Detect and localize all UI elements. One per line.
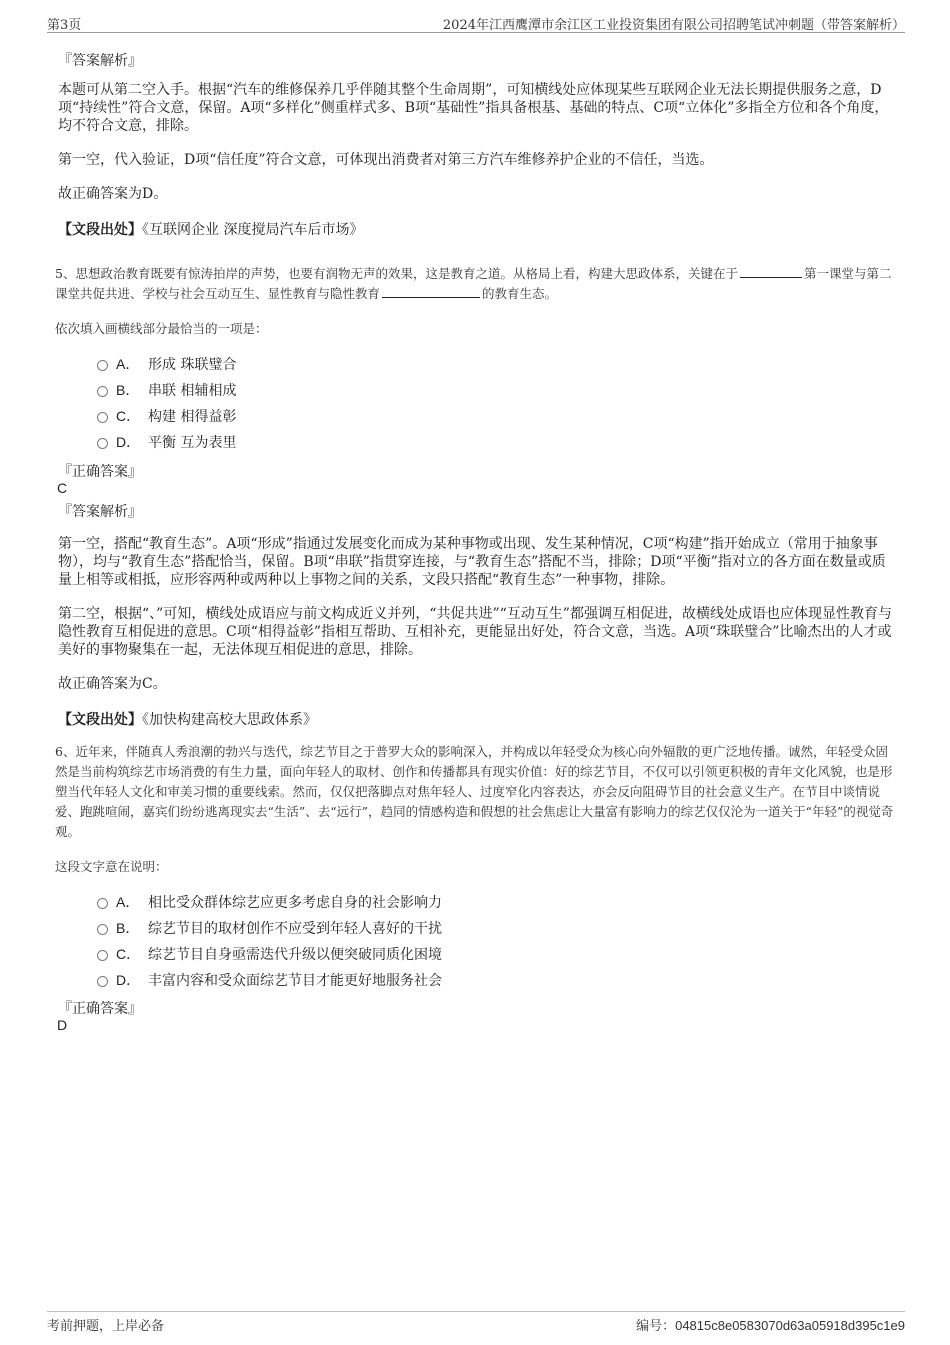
page-footer — [47, 1311, 905, 1334]
radio-button[interactable] — [97, 360, 108, 371]
radio-button[interactable] — [97, 976, 108, 987]
option-text: 构建 相得益彰 — [148, 409, 237, 425]
footer-slogan: 考前押题，上岸必备 — [47, 1319, 165, 1334]
option-letter: B． — [116, 382, 140, 398]
radio-button[interactable] — [97, 898, 108, 909]
option-text: 串联 相辅相成 — [148, 383, 237, 399]
q5-source — [58, 709, 317, 729]
q6-answer: D — [57, 1017, 68, 1033]
q5-option-c[interactable] — [97, 406, 236, 426]
radio-button[interactable] — [97, 438, 108, 449]
q5-text-part-3: 的教育生态。 — [482, 286, 558, 301]
q5-option-d[interactable] — [97, 432, 236, 452]
option-text: 综艺节目自身亟需迭代升级以便突破同质化困境 — [148, 947, 442, 963]
option-letter: A． — [116, 894, 140, 910]
document-title: 2024年江西鹰潭市余江区工业投资集团有限公司招聘笔试冲刺题（带答案解析） — [442, 18, 905, 33]
page-header — [47, 12, 905, 33]
q5-analysis-paragraph-1: 第一空，搭配“教育生态”。A项“形成”指通过发展变化而成为某种事物或出现、发生某种情况，C项“构建”指开始成立（常用于抽象事物），均与“教育生态”搭配恰当，保留。B项“串联”指贯穿连接，与“教育生态”搭配不当，排除；D项“平衡”指对立的各方面在数量或质量上相等或相抵，应形容两种或两种以上事物之间的关系，文段只搭配“教育生态”一种事物，排除。 — [58, 536, 886, 588]
q5-option-b[interactable] — [97, 380, 236, 400]
q4-analysis-paragraph-2: 第一空，代入验证，D项“信任度”符合文意，可体现出消费者对第三方汽车维修养护企业的不信任，当选。 — [58, 152, 714, 168]
option-letter: B． — [116, 920, 140, 936]
q4-analysis-label: 『答案解析』 — [58, 53, 142, 69]
option-text: 综艺节目的取材创作不应受到年轻人喜好的干扰 — [148, 921, 442, 937]
q6-answer-label: 『正确答案』 — [58, 1001, 142, 1017]
option-text: 丰富内容和受众面综艺节目才能更好地服务社会 — [148, 973, 442, 989]
code-label: 编号： — [636, 1319, 676, 1334]
document-code — [636, 1315, 905, 1334]
q5-blank-2 — [382, 284, 480, 298]
radio-button[interactable] — [97, 924, 108, 935]
q5-text-part-2: 第一课堂与第二课堂共促共进、学校与社会互动互生、显性教育与隐性教育 — [55, 266, 892, 301]
q5-text-part-1: 5、思想政治教育既要有惊涛拍岸的声势，也要有润物无声的效果，这是教育之道。从格局上看，构建大思政体系，关键在于 — [55, 266, 738, 281]
radio-button[interactable] — [97, 386, 108, 397]
option-letter: A． — [116, 356, 140, 372]
q5-analysis-label: 『答案解析』 — [58, 504, 142, 520]
code-value: 04815c8e0583070d63a05918d395c1e9 — [675, 1318, 905, 1333]
q4-source — [58, 219, 363, 239]
q5-analysis-conclusion: 故正确答案为C。 — [58, 676, 167, 692]
q5-prompt: 依次填入画横线部分最恰当的一项是： — [55, 321, 268, 336]
option-letter: C． — [116, 946, 141, 962]
q6-option-a[interactable] — [97, 892, 442, 912]
q6-prompt: 这段文字意在说明： — [55, 859, 168, 874]
q6-question-text: 6、近年来，伴随真人秀浪潮的勃兴与迭代，综艺节目之于普罗大众的影响深入，并构成以年轻受众为核心向外辐散的更广泛地传播。诚然，年轻受众固然是当前构筑综艺市场消费的有生力量，面向年轻人的取材、创作和传播都具有现实价值：好的综艺节目，不仅可以引领更积极的青年文化风貌，也是形塑当代年轻人文化和审美习惯的重要线索。然而，仅仅把落脚点对焦年轻人、过度窄化内容表达，亦会反向阻碍节目的社会意义生产。在节目中谈情说爱、跑跳喧闹，嘉宾们纷纷逃离现实去“生活”、去“远行”，趋同的情感构造和假想的社会焦虑让大量富有影响力的综艺仅仅沦为一道关于“年轻”的视觉奇观。 — [55, 744, 894, 839]
option-letter: D． — [116, 434, 141, 450]
radio-button[interactable] — [97, 412, 108, 423]
option-letter: C． — [116, 408, 141, 424]
source-title: 《互联网企业 深度搅局汽车后市场》 — [142, 222, 364, 238]
q4-analysis-paragraph-1: 本题可从第二空入手。根据“汽车的维修保养几乎伴随其整个生命周期”，可知横线处应体现某些互联网企业无法长期提供服务之意，D项“持续性”符合文意，保留。A项“多样化”侧重样式多、B项“基础性”指具备根基、基础的特点、C项“立体化”多指全方位和各个角度，均不符合文意，排除。 — [58, 82, 889, 134]
q5-answer: C — [57, 480, 68, 496]
q6-option-c[interactable] — [97, 944, 442, 964]
q6-option-b[interactable] — [97, 918, 442, 938]
option-letter: D． — [116, 972, 141, 988]
q5-analysis-paragraph-2: 第二空，根据“、”可知，横线处成语应与前文构成近义并列，“共促共进”“互动互生”都强调互相促进，故横线处成语也应体现显性教育与隐性教育互相促进的意思。C项“相得益彰”指相互帮助、互相补充，更能显出好处，符合文意，当选。A项“珠联璧合”比喻杰出的人才或美好的事物聚集在一起，无法体现互相促进的意思，排除。 — [58, 606, 892, 658]
q5-question-text — [55, 264, 895, 304]
q6-option-d[interactable] — [97, 970, 442, 990]
source-label: 【文段出处】 — [58, 712, 142, 728]
radio-button[interactable] — [97, 950, 108, 961]
source-label: 【文段出处】 — [58, 222, 142, 238]
q5-answer-label: 『正确答案』 — [58, 464, 142, 480]
page-number: 第3页 — [47, 18, 82, 33]
option-text: 平衡 互为表里 — [148, 435, 237, 451]
q5-option-a[interactable] — [97, 354, 236, 374]
q4-analysis-conclusion: 故正确答案为D。 — [58, 186, 168, 202]
source-title: 《加快构建高校大思政体系》 — [142, 712, 317, 728]
q5-blank-1 — [740, 264, 802, 278]
option-text: 相比受众群体综艺应更多考虑自身的社会影响力 — [148, 895, 442, 911]
option-text: 形成 珠联璧合 — [148, 357, 237, 373]
